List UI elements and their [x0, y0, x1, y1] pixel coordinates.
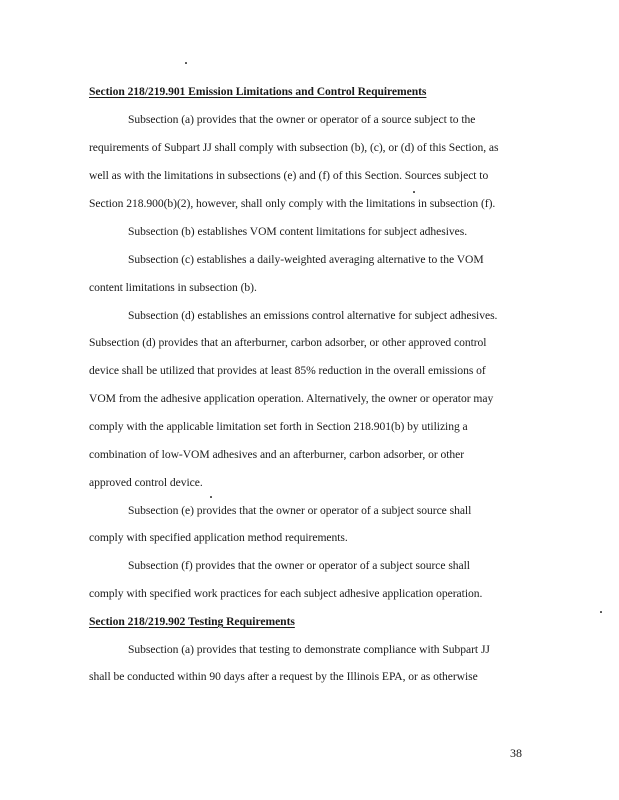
section-902-heading: Section 218/219.902 Testing Requirements [89, 615, 295, 628]
paragraph-line: Section 218.900(b)(2), however, shall only comply with the limitations in subsection (f). [89, 197, 496, 210]
paragraph-line: VOM from the adhesive application operation. Alternatively, the owner or operator may [89, 392, 494, 405]
section-901-heading: Section 218/219.901 Emission Limitations and Control Requirements [89, 85, 427, 98]
paragraph-line: Subsection (a) provides that the owner or operator of a source subject to the [128, 113, 476, 126]
paragraph-line: Subsection (d) provides that an afterburner, carbon adsorber, or other approved control [89, 336, 487, 349]
paragraph-line: well as with the limitations in subsections (e) and (f) of this Section. Sources subject to [89, 169, 489, 182]
paragraph-line: Subsection (f) provides that the owner or operator of a subject source shall [128, 559, 470, 572]
paragraph-line: Subsection (b) establishes VOM content limitations for subject adhesives. [128, 225, 468, 238]
scan-speck [185, 62, 187, 64]
paragraph-line: requirements of Subpart JJ shall comply with subsection (b), (c), or (d) of this Section, as [89, 141, 499, 154]
paragraph-line: comply with specified application method requirements. [89, 531, 348, 544]
scan-speck [600, 611, 602, 613]
page-number: 38 [510, 746, 522, 760]
paragraph-line: content limitations in subsection (b). [89, 281, 257, 294]
scan-speck [413, 191, 415, 193]
paragraph-line: approved control device. [89, 476, 203, 489]
paragraph-line: combination of low-VOM adhesives and an afterburner, carbon adsorber, or other [89, 448, 465, 461]
paragraph-line: Subsection (c) establishes a daily-weighted averaging alternative to the VOM [128, 253, 484, 266]
paragraph-line: Subsection (a) provides that testing to demonstrate compliance with Subpart JJ [128, 643, 490, 656]
paragraph-line: Subsection (d) establishes an emissions control alternative for subject adhesives. [128, 309, 498, 322]
paragraph-line: comply with specified work practices for each subject adhesive application operation. [89, 587, 483, 600]
paragraph-line: comply with the applicable limitation set forth in Section 218.901(b) by utilizing a [89, 420, 468, 433]
paragraph-line: device shall be utilized that provides at least 85% reduction in the overall emissions of [89, 364, 486, 377]
scan-speck [210, 496, 212, 498]
paragraph-line: shall be conducted within 90 days after a request by the Illinois EPA, or as otherwise [89, 670, 478, 683]
paragraph-line: Subsection (e) provides that the owner or operator of a subject source shall [128, 504, 472, 517]
